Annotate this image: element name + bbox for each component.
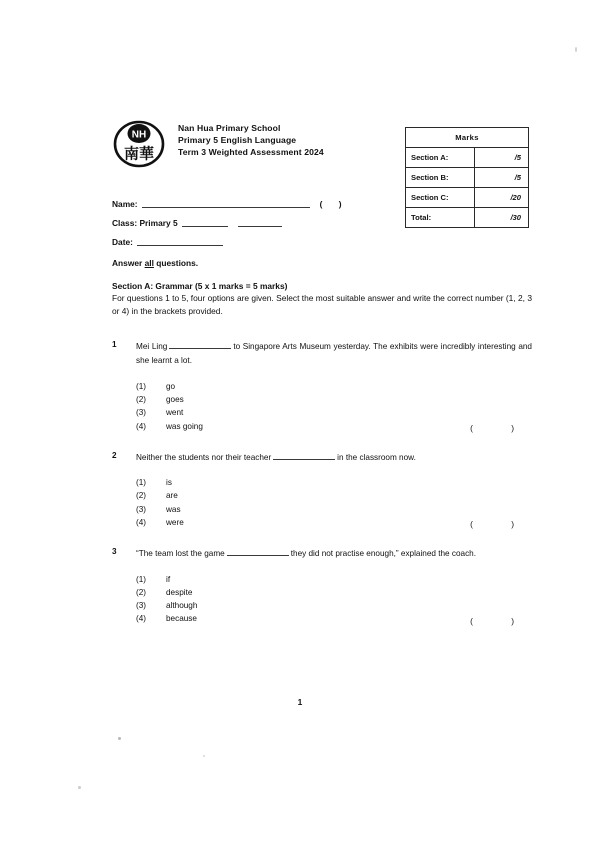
question-1-option-2[interactable]	[136, 393, 532, 406]
question-1	[112, 340, 532, 433]
question-1-option-3[interactable]	[136, 406, 532, 419]
option-number: (1)	[136, 478, 147, 488]
table-row	[406, 208, 529, 228]
option-number: (2)	[136, 394, 147, 404]
marks-table	[405, 127, 529, 228]
name-input[interactable]	[142, 198, 310, 208]
school-name: Nan Hua Primary School	[178, 123, 281, 133]
scan-artifact	[575, 47, 577, 52]
marks-row-value-total[interactable]: /30	[474, 208, 528, 228]
svg-text:南華: 南華	[123, 144, 155, 163]
class-input[interactable]	[182, 217, 228, 227]
option-number: (2)	[136, 587, 147, 597]
school-crest-icon	[112, 116, 166, 170]
marks-row-label-total: Total:	[406, 208, 475, 228]
option-number: (3)	[136, 504, 147, 514]
option-text: although	[166, 601, 198, 611]
class-row	[112, 217, 349, 227]
name-label: Name:	[112, 198, 138, 209]
question-1-blank[interactable]	[169, 340, 231, 349]
question-2-answer-brackets[interactable]: ( )	[470, 519, 532, 530]
option-text: if	[166, 574, 171, 584]
answer-all-instruction	[112, 258, 532, 268]
scan-artifact	[78, 786, 81, 789]
date-input[interactable]	[137, 236, 223, 246]
question-1-stem	[136, 340, 532, 369]
questions-list	[112, 340, 532, 644]
option-text: despite	[166, 587, 193, 597]
question-2	[112, 451, 532, 529]
option-text: because	[166, 614, 197, 624]
question-3-stem-before: “The team lost the game	[136, 549, 225, 559]
question-2-number: 2	[112, 450, 117, 460]
option-number: (4)	[136, 614, 147, 624]
option-text: is	[166, 478, 172, 488]
option-number: (4)	[136, 421, 147, 431]
answer-all-suffix: questions.	[153, 258, 199, 268]
question-2-stem-before: Neither the students nor their teacher	[136, 452, 272, 462]
question-2-option-3[interactable]	[136, 503, 532, 516]
option-number: (3)	[136, 601, 147, 611]
table-row	[406, 188, 529, 208]
question-2-option-1[interactable]	[136, 476, 532, 489]
marks-row-label-section-c: Section C:	[406, 188, 475, 208]
question-3-answer-brackets[interactable]: ( )	[470, 615, 532, 626]
question-1-stem-after: to Singapore Arts Museum yesterday. The exhibits were incredibly interesting and she learnt a lot.	[136, 342, 532, 366]
question-1-head	[112, 340, 532, 369]
school-title-block	[178, 122, 324, 159]
question-3	[112, 547, 532, 625]
answer-all-emphasis: all	[144, 258, 154, 268]
question-3-blank[interactable]	[227, 547, 289, 556]
option-text: was	[166, 504, 181, 514]
option-number: (1)	[136, 381, 147, 391]
question-3-options	[136, 573, 532, 626]
class-input-secondary[interactable]	[238, 217, 282, 227]
option-text: are	[166, 491, 178, 501]
svg-text:NH: NH	[131, 129, 147, 141]
question-3-option-2[interactable]	[136, 586, 532, 599]
option-number: (1)	[136, 574, 147, 584]
instructions-block	[112, 258, 532, 317]
marks-row-value-section-a[interactable]: /5	[474, 148, 528, 168]
question-2-blank[interactable]	[273, 451, 335, 460]
option-text: go	[166, 381, 176, 391]
marks-row-label-section-a: Section A:	[406, 148, 475, 168]
option-number: (3)	[136, 408, 147, 418]
table-row	[406, 168, 529, 188]
question-1-option-1[interactable]	[136, 380, 532, 393]
marks-row-value-section-b[interactable]: /5	[474, 168, 528, 188]
scan-artifact	[203, 755, 205, 757]
option-text: was going	[166, 421, 203, 431]
question-2-options	[136, 476, 532, 529]
option-text: goes	[166, 394, 184, 404]
question-2-head	[112, 451, 532, 465]
question-2-option-2[interactable]	[136, 489, 532, 502]
class-label: Class: Primary 5	[112, 217, 178, 228]
marks-row-value-section-c[interactable]: /20	[474, 188, 528, 208]
assessment-line: Term 3 Weighted Assessment 2024	[178, 147, 324, 158]
question-1-options	[136, 380, 532, 433]
scan-artifact	[118, 737, 121, 740]
index-number-brackets[interactable]: ( )	[319, 198, 349, 209]
answer-all-prefix: Answer	[112, 258, 145, 268]
question-3-stem-after: they did not practise enough,” explained the coach.	[290, 549, 477, 559]
option-number: (2)	[136, 491, 147, 501]
page-number: 1	[297, 697, 303, 707]
table-row	[406, 148, 529, 168]
paper-header	[112, 116, 324, 170]
question-3-number: 3	[112, 547, 117, 557]
section-a-heading: Section A: Grammar (5 x 1 marks = 5 marks)	[112, 281, 288, 291]
question-3-head	[112, 547, 532, 561]
date-row	[112, 236, 349, 246]
name-row	[112, 198, 349, 208]
option-number: (4)	[136, 518, 147, 527]
question-3-option-3[interactable]	[136, 599, 532, 612]
question-3-stem	[136, 547, 532, 561]
question-2-stem-after: in the classroom now.	[337, 452, 416, 462]
option-text: went	[166, 408, 184, 418]
question-1-number: 1	[112, 340, 117, 349]
marks-row-label-section-b: Section B:	[406, 168, 475, 188]
question-2-stem	[136, 451, 532, 465]
question-1-stem-before: Mei Ling	[136, 342, 168, 351]
question-3-option-1[interactable]	[136, 573, 532, 586]
section-a-description: For questions 1 to 5, four options are given. Select the most suitable answer and write the correct number (1, 2, 3 or 4) in the brackets provided.	[112, 293, 532, 316]
option-text: were	[166, 518, 184, 527]
date-label: Date:	[112, 236, 133, 247]
marks-table-title: Marks	[406, 128, 529, 148]
subject-line: Primary 5 English Language	[178, 135, 297, 146]
student-particulars	[112, 198, 349, 255]
question-1-answer-brackets[interactable]: ( )	[470, 422, 532, 433]
marks-table-header-row	[406, 128, 529, 148]
